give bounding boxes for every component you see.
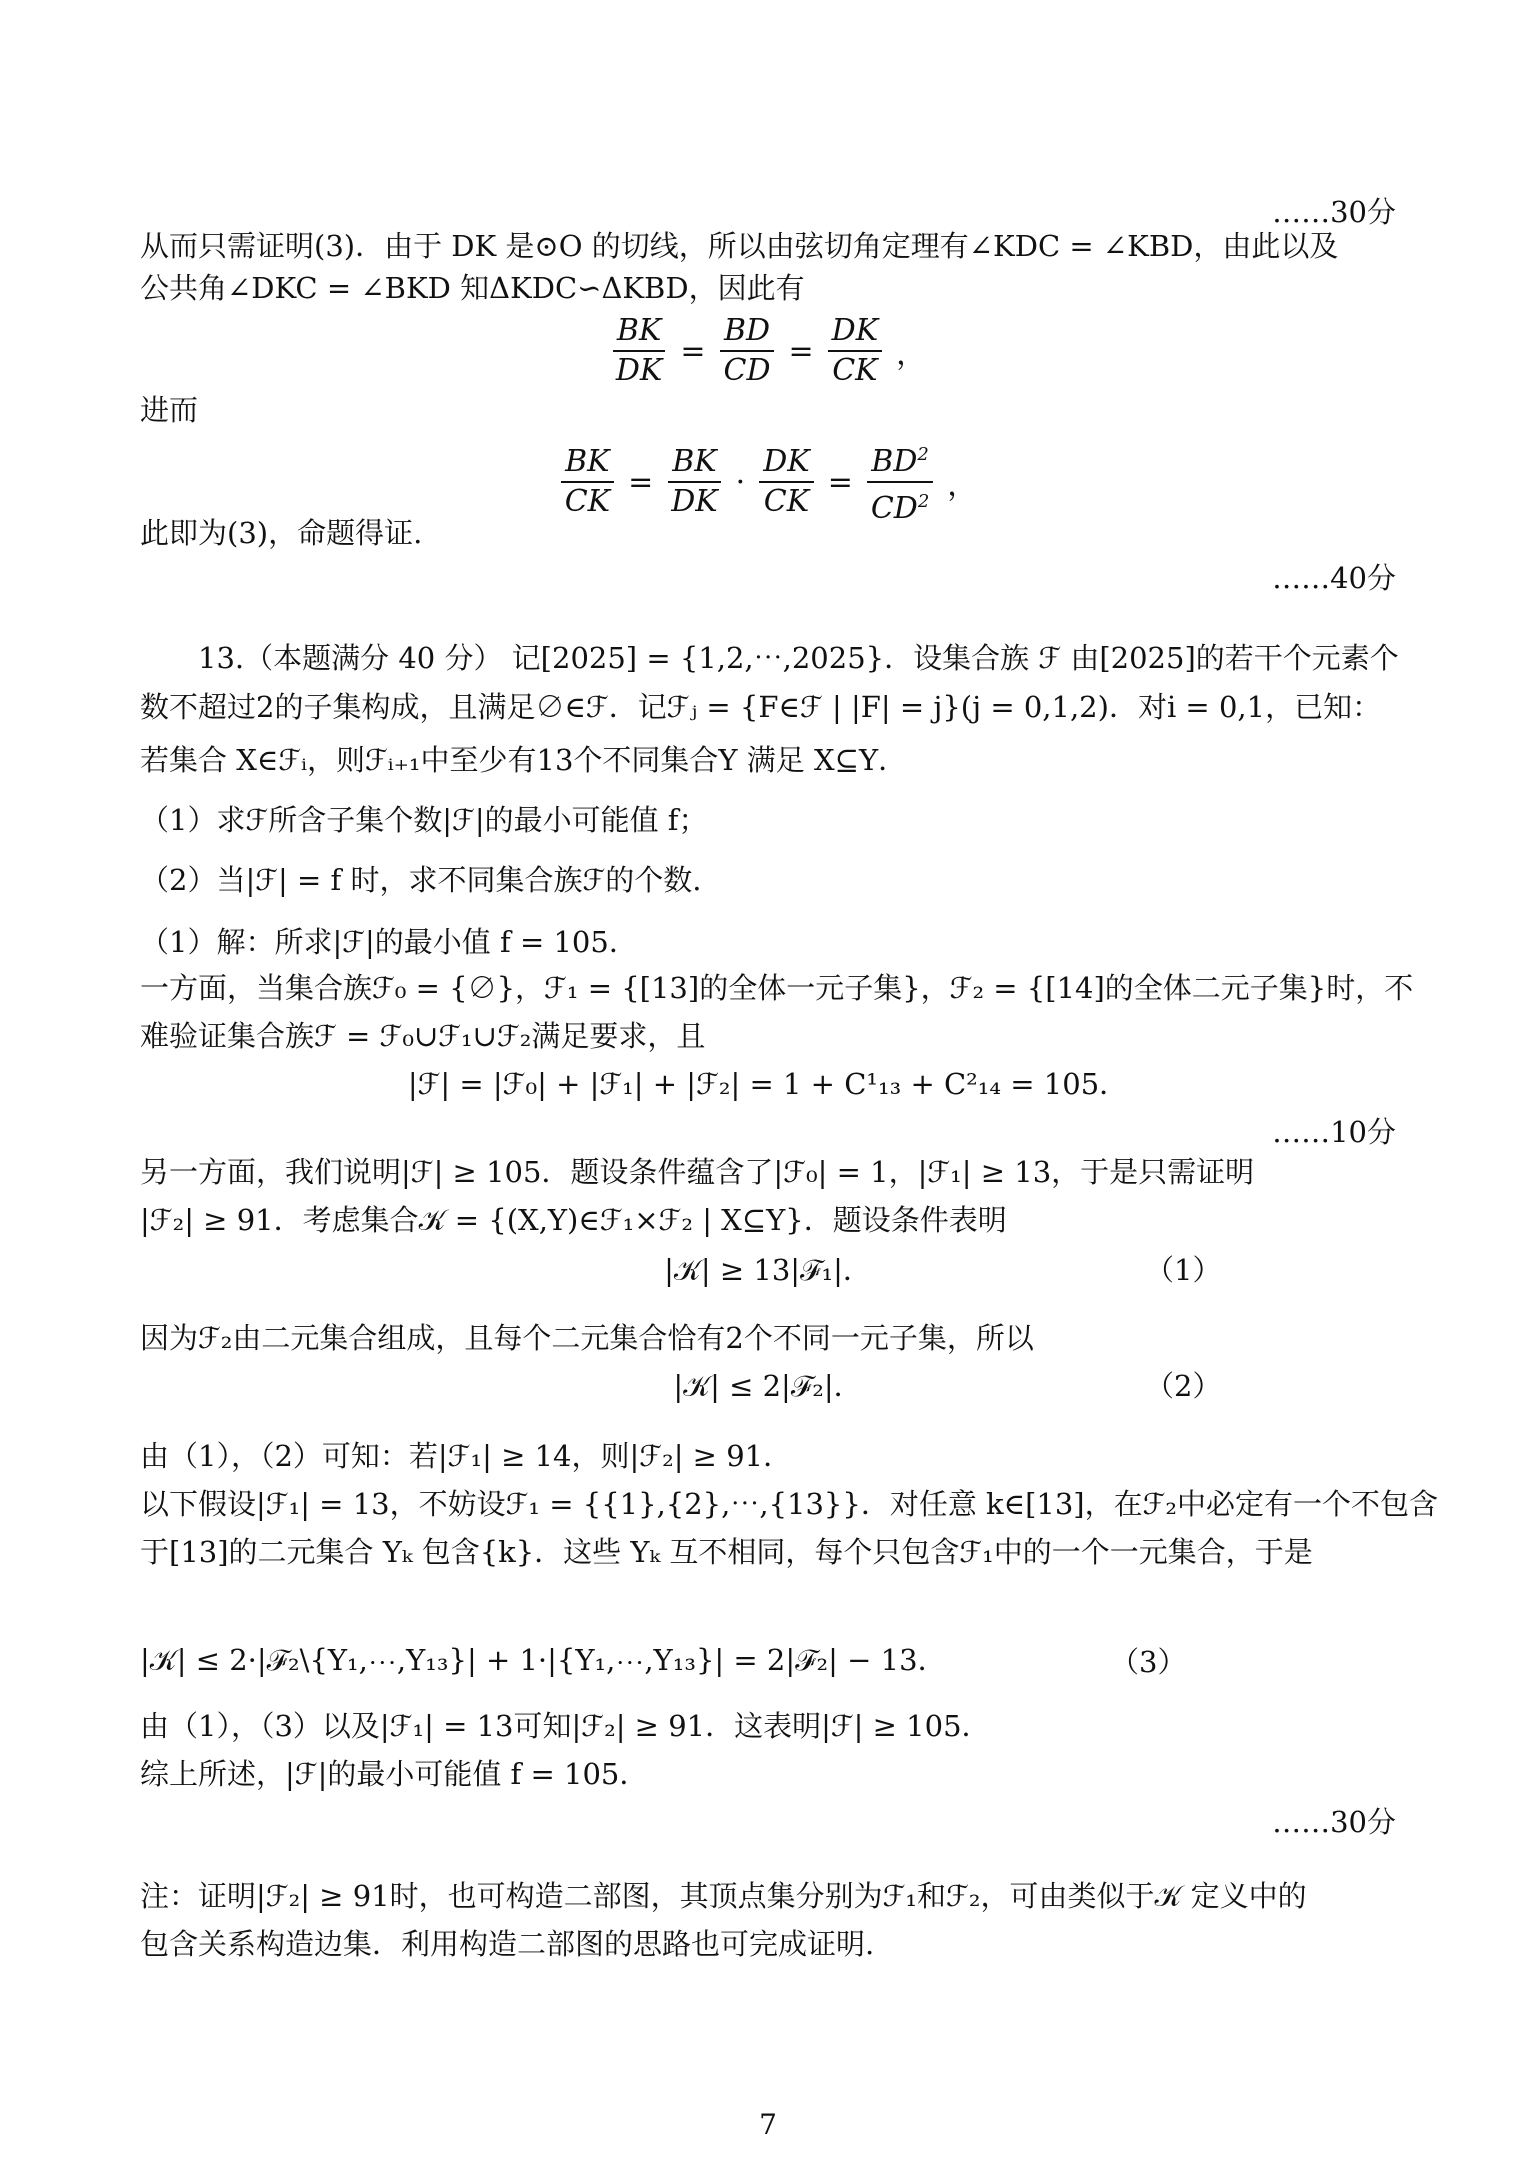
text-line: （1）求ℱ所含子集个数|ℱ|的最小可能值 f； xyxy=(140,803,708,837)
text-line: |𝒦| ≤ 2·|ℱ₂\{Y₁,⋯,Y₁₃}| + 1·|{Y₁,⋯,Y₁₃}| = 2|ℱ₂| − 13． xyxy=(140,1643,947,1677)
equation-number: （1） xyxy=(1145,1253,1222,1287)
text-line: 于[13]的二元集合 Yₖ 包含{k}．这些 Yₖ 互不相同，每个只包含ℱ₁中的一个一元集合，于是 xyxy=(140,1535,1313,1569)
score-marker: ……40分 xyxy=(1272,561,1396,595)
equation-number: （3） xyxy=(1110,1645,1187,1679)
text-line: 若集合 X∈ℱᵢ，则ℱᵢ₊₁中至少有13个不同集合Y 满足 X⊆Y． xyxy=(140,743,908,777)
text-line: 一方面，当集合族ℱ₀ = {∅}，ℱ₁ = {[13]的全体一元子集}，ℱ₂ = {[14]的全体二元子集}时，不 xyxy=(140,971,1414,1005)
text-line: （2）当|ℱ| = f 时，求不同集合族ℱ的个数. xyxy=(140,863,702,897)
text-line: |𝒦| ≤ 2|ℱ₂|． xyxy=(673,1369,863,1403)
text-line: |ℱ₂| ≥ 91．考虑集合𝒦 = {(X,Y)∈ℱ₁×ℱ₂ | X⊆Y}．题设条件表明 xyxy=(140,1203,1007,1237)
text-line: 公共角∠DKC = ∠BKD 知ΔKDC∽ΔKBD，因此有 xyxy=(140,271,805,305)
equation-1: $\frac{BK}{DK}$ = $\frac{BD}{CD}$ = $\frac{DK}{CK}$ ， xyxy=(0,312,1536,390)
score-marker: ……30分 xyxy=(1272,1805,1396,1839)
text-line: 因为ℱ₂由二元集合组成，且每个二元集合恰有2个不同一元子集，所以 xyxy=(140,1321,1034,1355)
score-marker: ……10分 xyxy=(1272,1115,1396,1149)
text-line: |𝒦| ≥ 13|ℱ₁|． xyxy=(664,1253,872,1287)
text-line: 从而只需证明(3)．由于 DK 是⊙O 的切线，所以由弦切角定理有∠KDC = ∠KBD，由此以及 xyxy=(140,229,1339,263)
text-line: （1）解：所求|ℱ|的最小值 f = 105． xyxy=(140,925,638,959)
text-line: 数不超过2的子集构成，且满足∅∈ℱ．记ℱⱼ = {F∈ℱ | |F| = j}(j = 0,1,2)．对i = 0,1，已知： xyxy=(140,690,1382,724)
text-line: 由（1），（2）可知：若|ℱ₁| ≥ 14，则|ℱ₂| ≥ 91． xyxy=(140,1439,793,1473)
text-line: 包含关系构造边集．利用构造二部图的思路也可完成证明. xyxy=(140,1927,875,1961)
text-line: |ℱ| = |ℱ₀| + |ℱ₁| + |ℱ₂| = 1 + C¹₁₃ + C²₁₄ = 105． xyxy=(407,1067,1129,1101)
text-line: 13.（本题满分 40 分） 记[2025] = {1,2,⋯,2025}．设集合族 ℱ 由[2025]的若干个元素个 xyxy=(140,641,1399,675)
text-line: 注：证明|ℱ₂| ≥ 91时，也可构造二部图，其顶点集分别为ℱ₁和ℱ₂，可由类似于𝒦 定义中的 xyxy=(140,1879,1307,1913)
text-line: 由（1），（3）以及|ℱ₁| = 13可知|ℱ₂| ≥ 91．这表明|ℱ| ≥ 105． xyxy=(140,1709,991,1743)
text-line: 难验证集合族ℱ = ℱ₀∪ℱ₁∪ℱ₂满足要求，且 xyxy=(140,1019,706,1053)
equation-2: $\frac{BK}{CK}$ = $\frac{BK}{DK}$ · $\frac{DK}{CK}$ = $\frac{BD^2}{CD^2}$ ， xyxy=(0,436,1536,528)
page-number: 7 xyxy=(759,2108,777,2141)
score-marker: ……30分 xyxy=(1272,195,1396,229)
text-line: 另一方面，我们说明|ℱ| ≥ 105．题设条件蕴含了|ℱ₀| = 1，|ℱ₁| ≥ 13，于是只需证明 xyxy=(140,1155,1255,1189)
text-line: 以下假设|ℱ₁| = 13，不妨设ℱ₁ = {{1},{2},⋯,{13}}．对任意 k∈[13]，在ℱ₂中必定有一个不包含 xyxy=(140,1487,1439,1521)
text-line: 综上所述，|ℱ|的最小可能值 f = 105． xyxy=(140,1757,649,1791)
text-line: 进而 xyxy=(140,393,199,427)
text-line: 此即为(3)，命题得证. xyxy=(140,516,423,550)
equation-number: （2） xyxy=(1145,1369,1222,1403)
